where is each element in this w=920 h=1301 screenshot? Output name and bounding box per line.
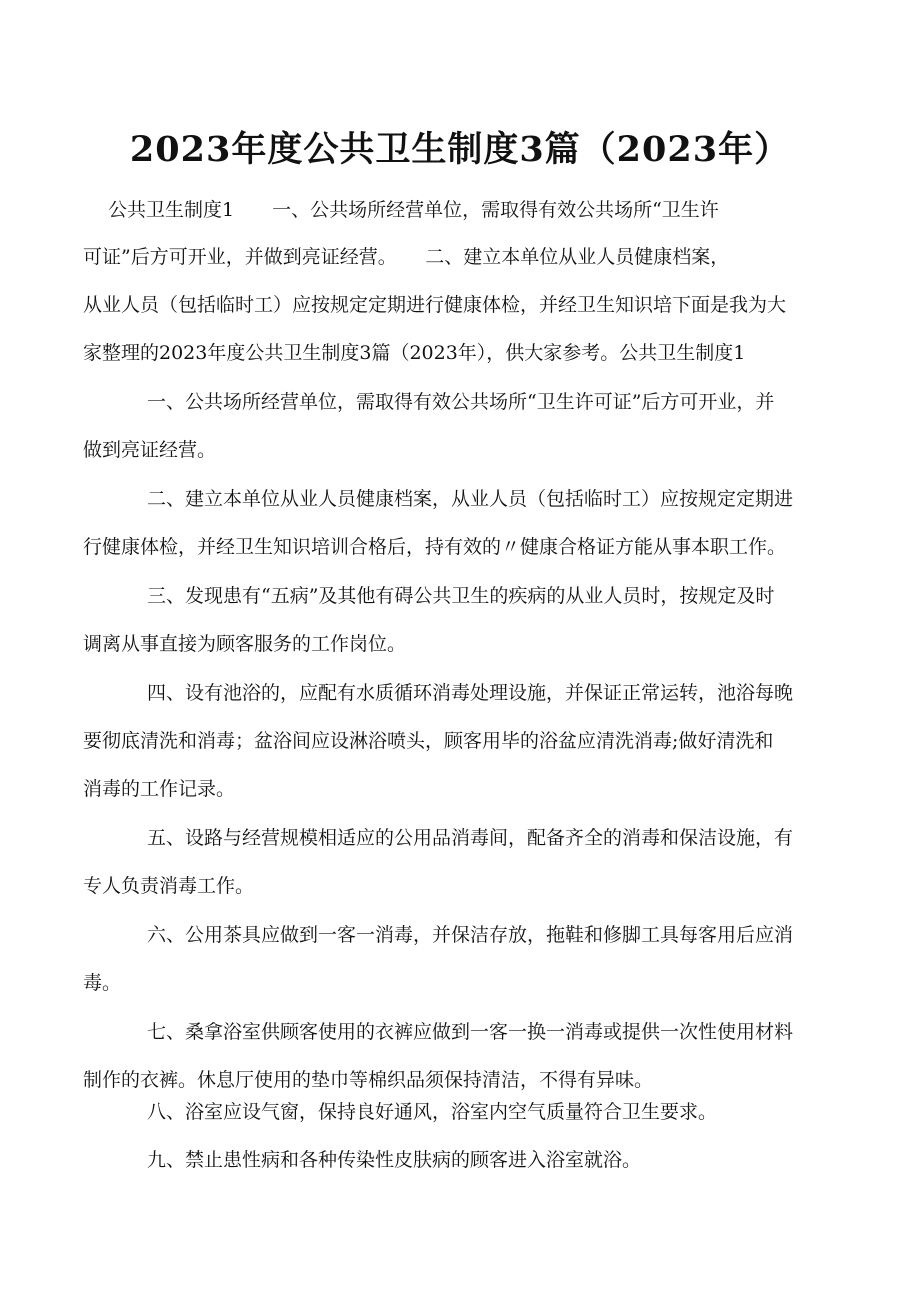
document-title: 2023年度公共卫生制度3篇（2023年）	[129, 129, 791, 170]
paragraph-3-line-1: 三、发现患有“五病”及其他有碍公共卫生的疾病的从业人员时，按规定及时	[147, 585, 775, 607]
paragraph-7-line-2: 制作的衣裤。休息厅使用的垫巾等棉织品须保持清洁，不得有异味。	[83, 1069, 654, 1091]
intro-line-1: 公共卫生制度1 一、公共场所经营单位，需取得有效公共场所“卫生许	[108, 199, 719, 221]
paragraph-2-line-1: 二、建立本单位从业人员健康档案，从业人员（包括临时工）应按规定定期进	[147, 488, 794, 510]
paragraph-4-line-3: 消毒的工作记录。	[83, 778, 236, 800]
paragraph-2-line-2: 行健康体检，并经卫生知识培训合格后，持有效的〃健康合格证方能从事本职工作。	[83, 536, 787, 558]
paragraph-1-line-2: 做到亮证经营。	[83, 439, 217, 461]
paragraph-4-line-1: 四、设有池浴的，应配有水质循环消毒处理设施，并保证正常运转，池浴每晚	[147, 682, 794, 704]
intro-line-4: 家整理的2023年度公共卫生制度3篇（2023年），供大家参考。公共卫生制度1	[83, 342, 746, 364]
paragraph-9-line-1: 九、禁止患性病和各种传染性皮肤病的顾客进入浴室就浴。	[147, 1149, 642, 1171]
paragraph-4-line-2: 要彻底清洗和消毒；盆浴间应设淋浴喷头，顾客用毕的浴盆应清洗消毒;做好清洗和	[83, 730, 774, 752]
paragraph-6-line-1: 六、公用茶具应做到一客一消毒，并保洁存放，拖鞋和修脚工具每客用后应消	[147, 924, 794, 946]
paragraph-5-line-1: 五、设路与经营规模相适应的公用品消毒间，配备齐全的消毒和保洁设施，有	[147, 827, 794, 849]
intro-line-2: 可证”后方可开业，并做到亮证经营。 二、建立本单位从业人员健康档案，	[83, 246, 730, 268]
paragraph-8-line-1: 八、浴室应设气窗，保持良好通风，浴室内空气质量符合卫生要求。	[147, 1101, 718, 1123]
paragraph-6-line-2: 毒。	[83, 972, 122, 994]
paragraph-3-line-2: 调离从事直接为顾客服务的工作岗位。	[83, 633, 407, 655]
intro-line-3: 从业人员（包括临时工）应按规定定期进行健康体检，并经卫生知识培下面是我为大	[83, 294, 787, 316]
paragraph-7-line-1: 七、桑拿浴室供顾客使用的衣裤应做到一客一换一消毒或提供一次性使用材料	[147, 1021, 794, 1043]
paragraph-1-line-1: 一、公共场所经营单位，需取得有效公共场所“卫生许可证”后方可开业，并	[147, 391, 775, 413]
paragraph-5-line-2: 专人负责消毒工作。	[83, 875, 255, 897]
